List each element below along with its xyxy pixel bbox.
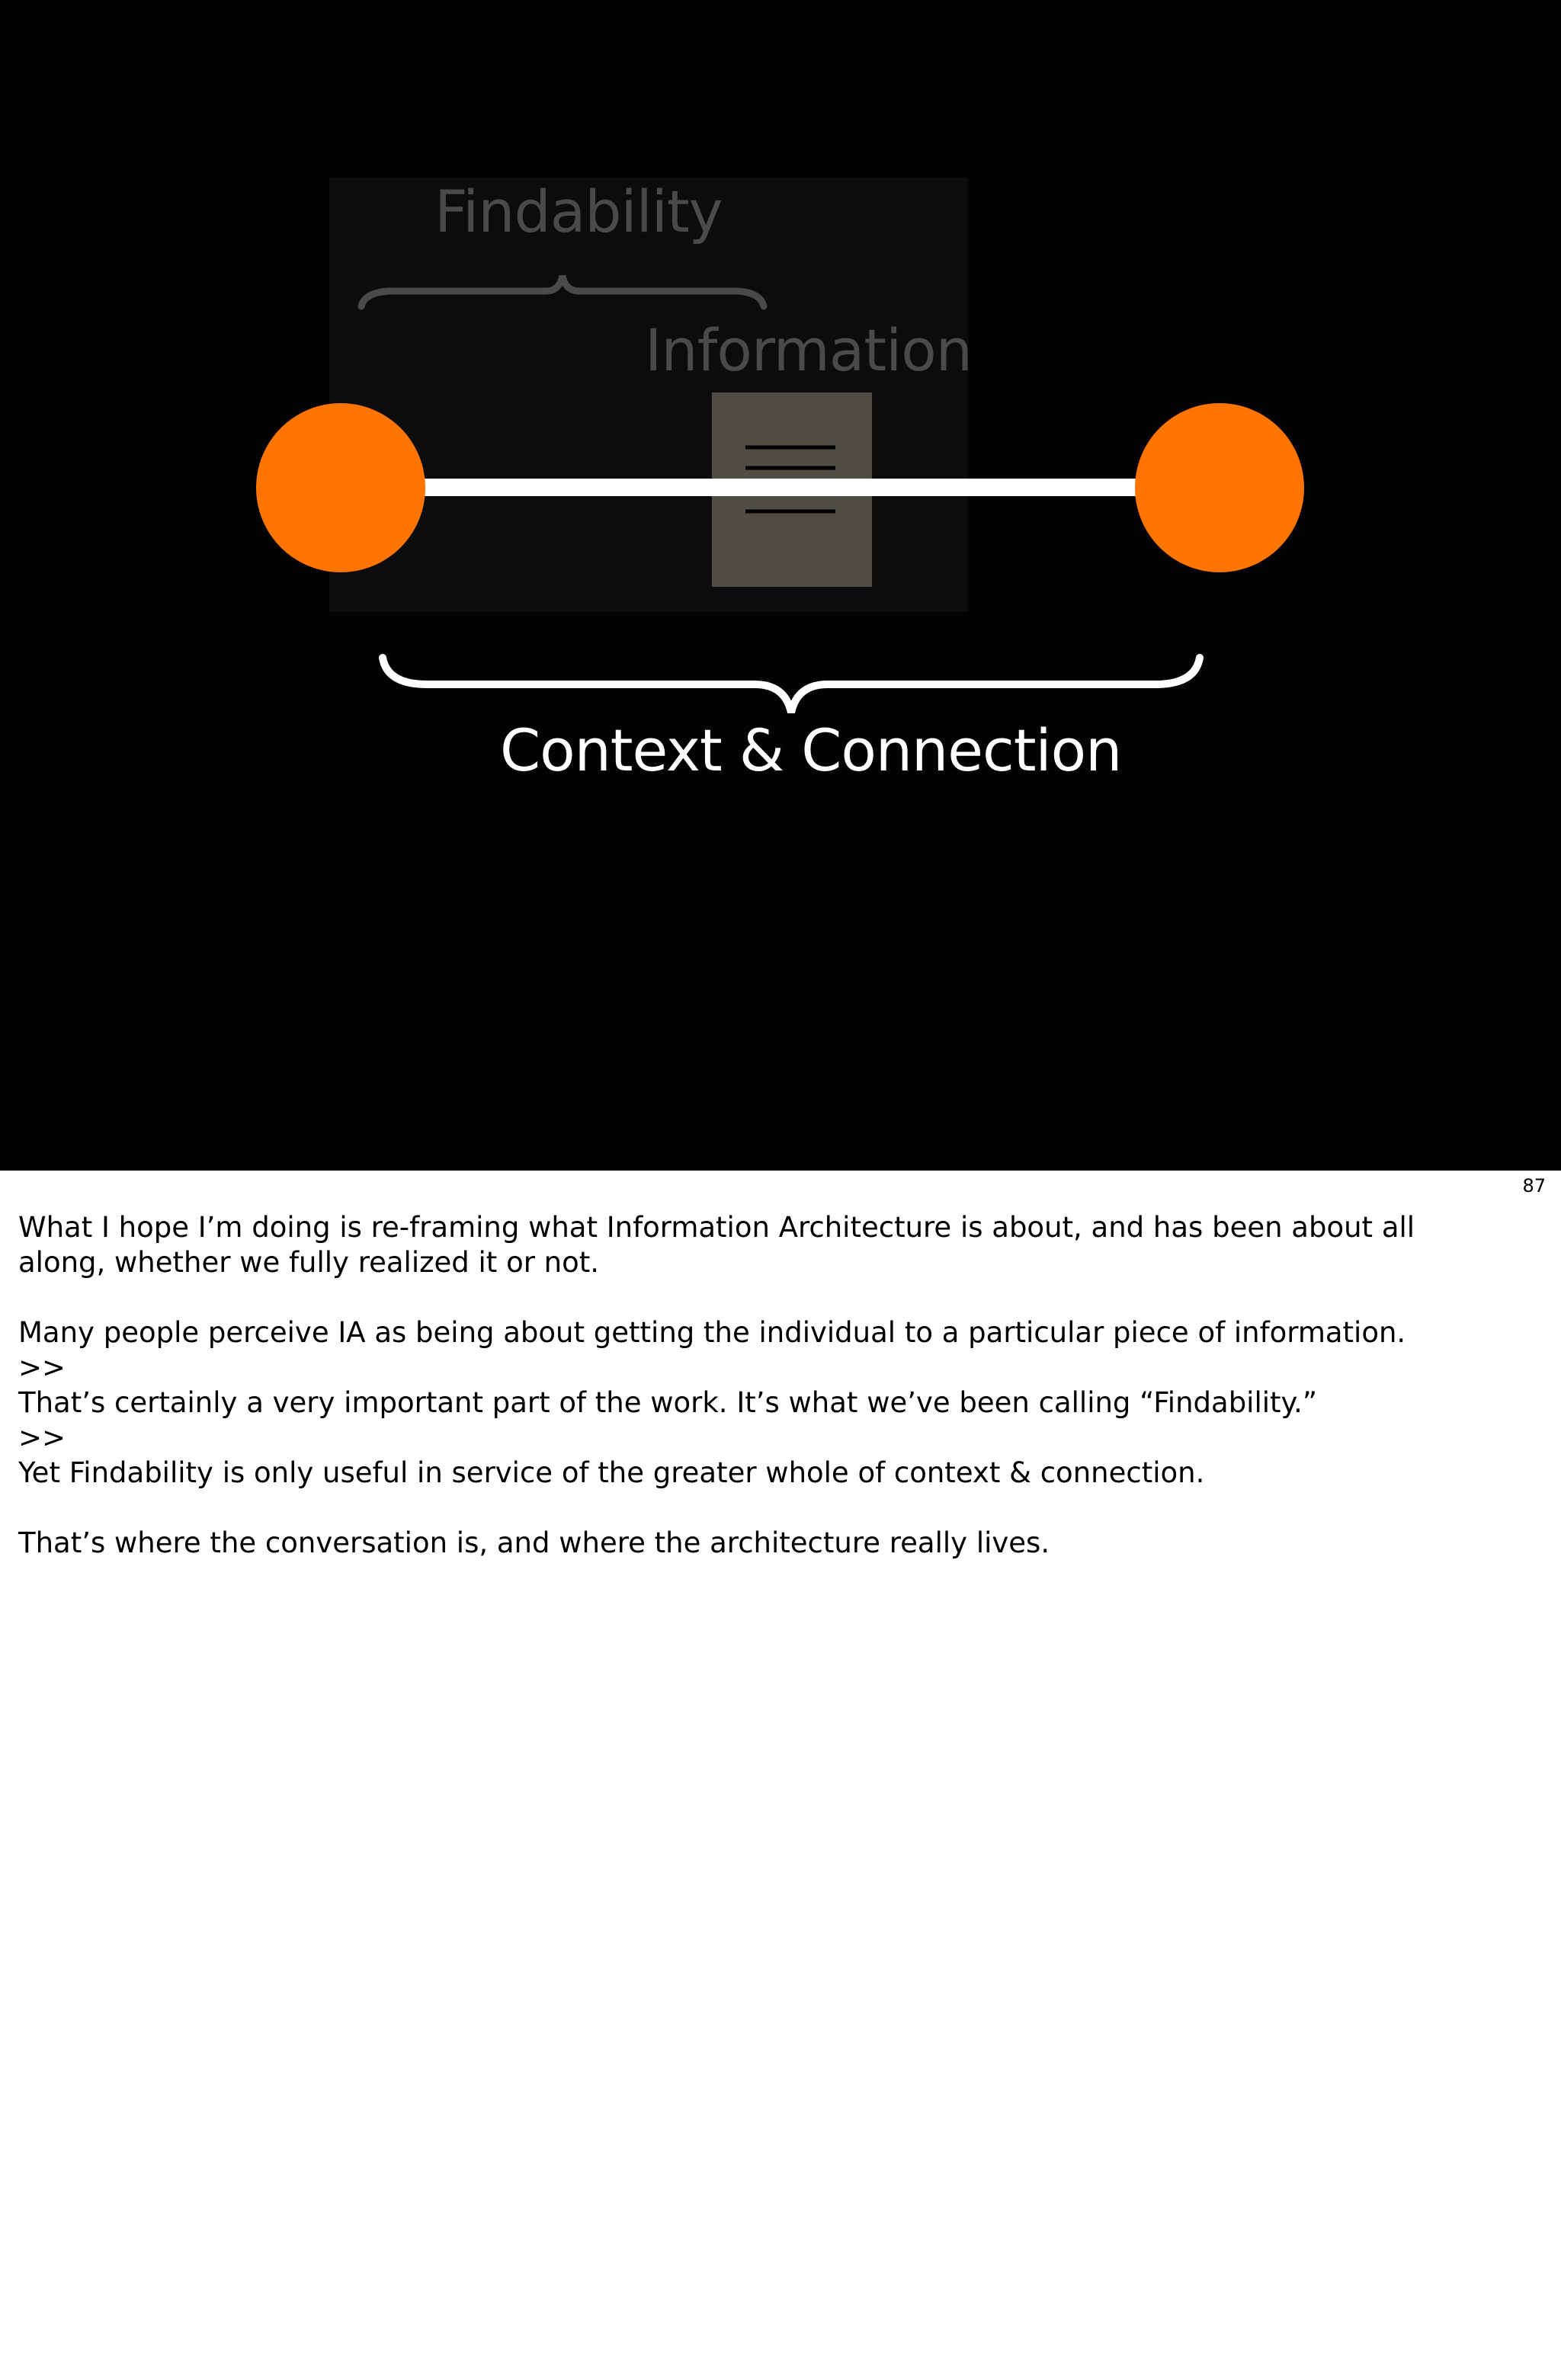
note-line: That’s certainly a very important part of the work. It’s what we’ve been calling “Findability.” <box>18 1386 1318 1419</box>
note-line: along, whether we fully realized it or not. <box>18 1246 600 1279</box>
slide <box>0 0 1561 1171</box>
context-brace <box>383 658 1200 713</box>
note-line: >> <box>18 1351 66 1384</box>
note-line: Many people perceive IA as being about getting the individual to a particular piece of information. <box>18 1316 1406 1349</box>
speaker-notes <box>18 1210 1535 1561</box>
context-connection-label: Context & Connection <box>500 716 1122 784</box>
note-line: What I hope I’m doing is re-framing what Information Architecture is about, and has been about all <box>18 1211 1415 1244</box>
page-number: 87 <box>1522 1175 1546 1196</box>
note-line: >> <box>18 1421 66 1454</box>
note-line: That’s where the conversation is, and where the architecture really lives. <box>18 1526 1050 1559</box>
note-spacer <box>18 1491 1535 1526</box>
note-line: Yet Findability is only useful in service of the greater whole of context & connection. <box>18 1456 1205 1489</box>
right-node <box>1135 403 1304 572</box>
information-label: Information <box>645 316 972 384</box>
note-spacer <box>18 1280 1535 1315</box>
slide-diagram <box>0 0 1561 1171</box>
connector-line <box>396 479 1159 496</box>
findability-label: Findability <box>434 178 723 245</box>
left-node <box>256 403 425 572</box>
